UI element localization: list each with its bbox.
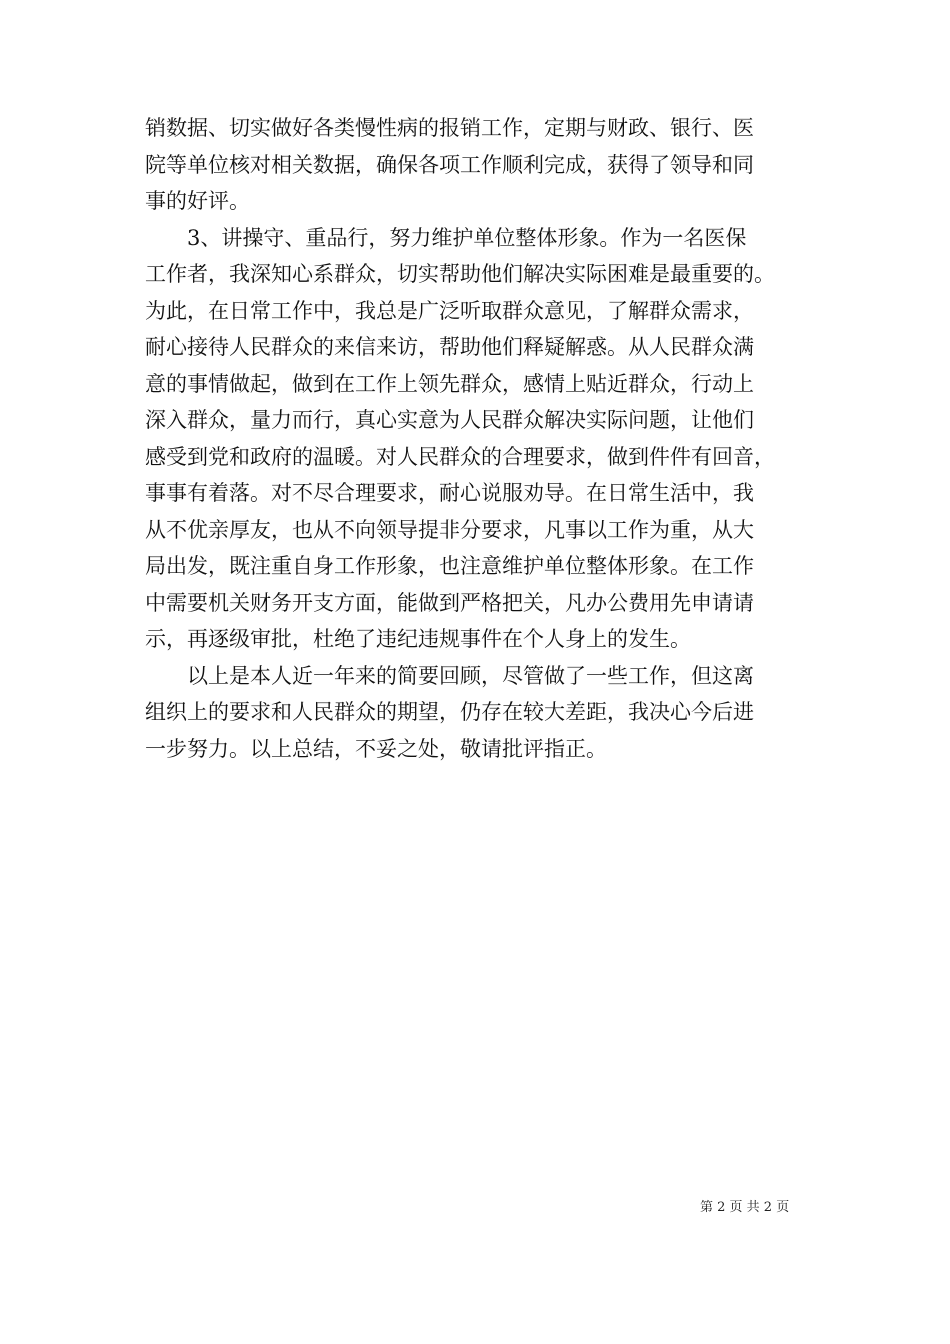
body-line: 组织上的要求和人民群众的期望，仍存在较大差距，我决心今后进 [145, 700, 754, 724]
body-line: 销数据、切实做好各类慢性病的报销工作，定期与财政、银行、医 [145, 116, 754, 140]
body-line: 一步努力。以上总结，不妥之处，敬请批评指正。 [145, 736, 607, 761]
document-body [145, 110, 825, 767]
body-line: 为此，在日常工作中，我总是广泛听取群众意见，了解群众需求， [145, 298, 754, 323]
body-line: 事的好评。 [145, 189, 250, 213]
body-line: 局出发，既注重自身工作形象，也注意维护单位整体形象。在工作 [145, 554, 754, 578]
body-line: 院等单位核对相关数据，确保各项工作顺利完成，获得了领导和同 [145, 152, 754, 177]
body-line: 意的事情做起，做到在工作上领先群众，感情上贴近群众，行动上 [145, 371, 754, 396]
body-line: 工作者，我深知心系群众，切实帮助他们解决实际困难是最重要的。 [145, 262, 775, 286]
body-line-paragraph-start: 以上是本人近一年来的简要回顾，尽管做了一些工作，但这离 [187, 663, 754, 688]
body-line: 示，再逐级审批，杜绝了违纪违规事件在个人身上的发生。 [145, 627, 691, 651]
body-line: 事事有着落。对不尽合理要求，耐心说服劝导。在日常生活中，我 [145, 481, 754, 505]
body-line: 深入群众，量力而行，真心实意为人民群众解决实际问题，让他们 [145, 408, 754, 432]
body-line: 感受到党和政府的温暖。对人民群众的合理要求，做到件件有回音， [145, 444, 775, 469]
page-number-footer: 第 2 页 共 2 页 [700, 1200, 790, 1215]
body-line: 中需要机关财务开支方面，能做到严格把关，凡办公费用先申请请 [145, 590, 754, 615]
body-line: 耐心接待人民群众的来信来访，帮助他们释疑解惑。从人民群众满 [145, 335, 754, 359]
body-line: 从不优亲厚友，也从不向领导提非分要求，凡事以工作为重，从大 [145, 517, 754, 542]
body-line-paragraph-start: 3、讲操守、重品行，努力维护单位整体形象。作为一名医保 [187, 225, 747, 250]
